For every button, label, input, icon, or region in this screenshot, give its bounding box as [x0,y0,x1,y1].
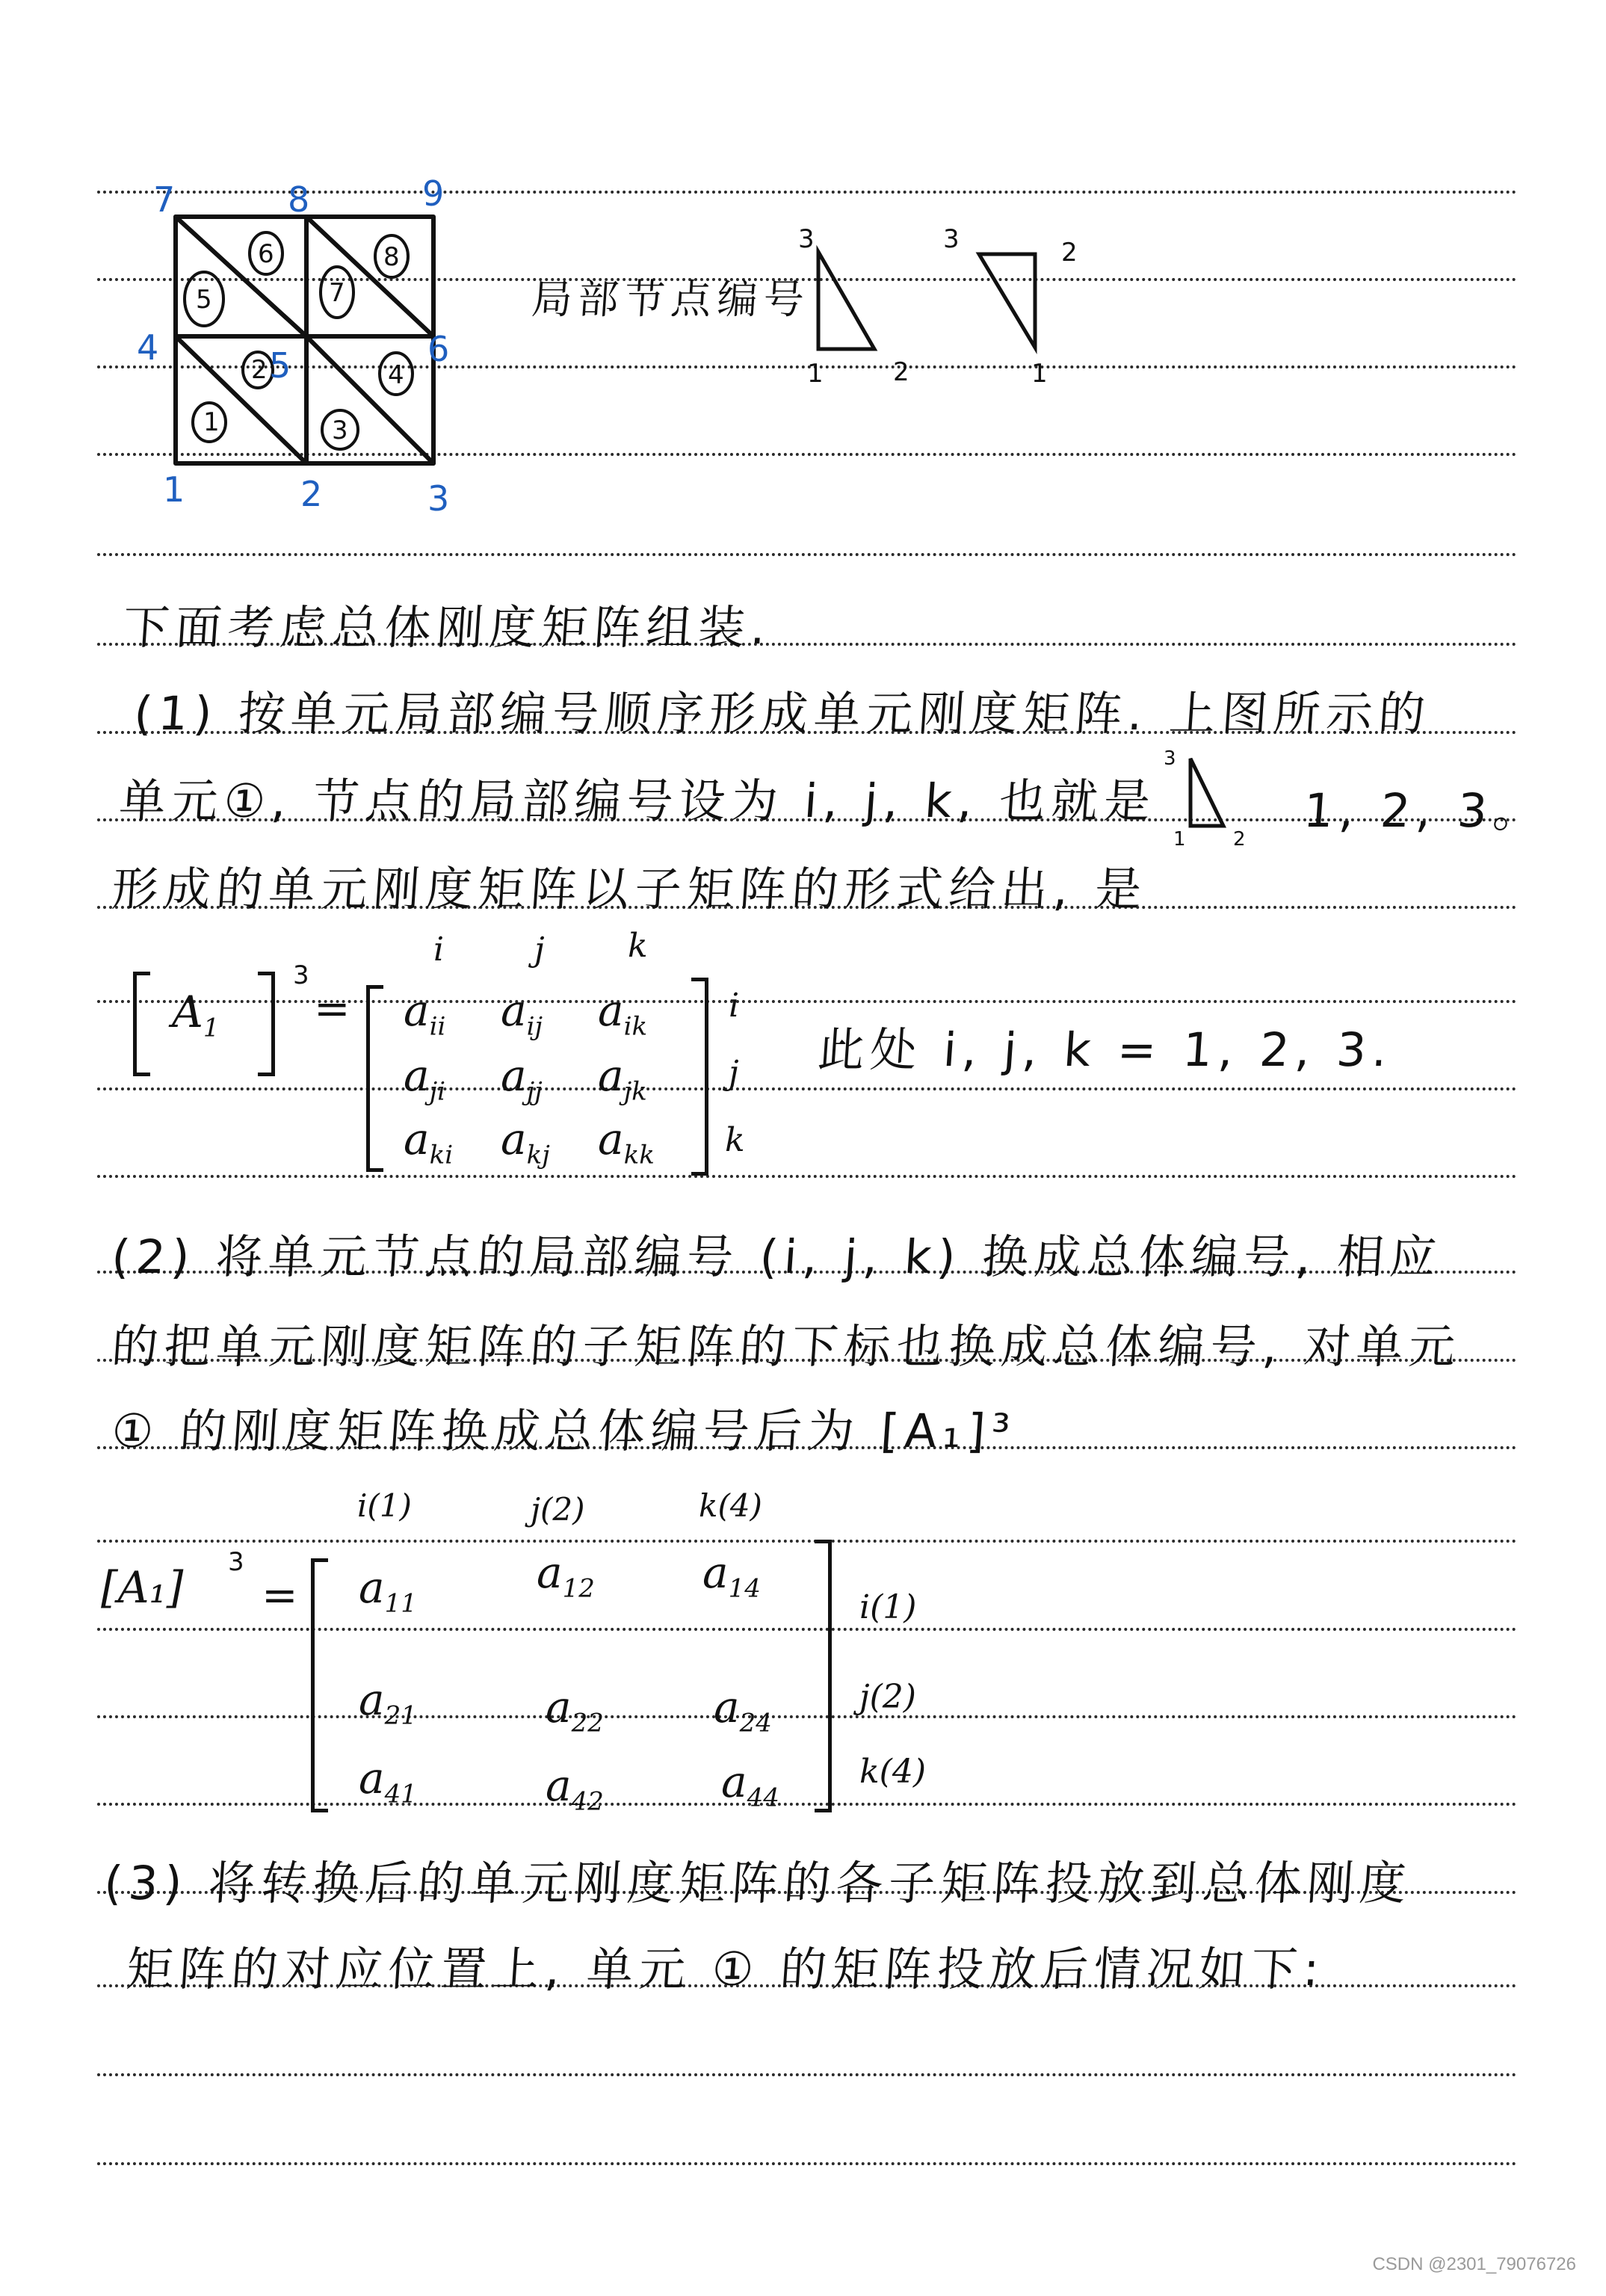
node-label: 5 [269,345,291,386]
step1-line2b: 1, 2, 3。 [1302,783,1548,838]
index-note: 此处 i, j, k = 1, 2, 3. [816,1022,1395,1077]
row-label: k [725,1121,745,1159]
element-label: 5 [196,285,212,315]
step1-line1: (1) 按单元局部编号顺序形成单元刚度矩阵. 上图所示的 [132,686,1433,741]
triangle-inline-icon [1185,755,1229,830]
col-label: j(2) [531,1491,585,1528]
matrix-cell: $a_{ji}$ [404,1050,446,1107]
matrix-cell: $a_{ik}$ [598,985,648,1042]
row-label: i(1) [859,1588,917,1626]
matrix-cell: $a_{jj}$ [501,1050,543,1107]
node-label: 3 [427,478,450,519]
node-label: 9 [422,173,445,214]
tri-b-node: 1 [1031,359,1048,389]
matrix-cell: $a_{12}$ [537,1547,595,1604]
rule-line [97,2162,1517,2165]
matrix-cell: $a_{22}$ [546,1682,604,1738]
matrix-lhs: [A₁] [101,1562,184,1613]
triangle-b-icon [975,250,1043,351]
col-label: k [628,927,648,965]
tri-b-node: 3 [943,224,960,254]
element-label: 4 [388,360,404,390]
element-label: 7 [329,278,345,308]
rule-line [97,1715,1517,1718]
step3-line1: (3) 将转换后的单元刚度矩阵的各子矩阵投放到总体刚度 [102,1856,1414,1910]
element-label: 2 [251,355,268,385]
matrix-cell: $a_{42}$ [546,1760,604,1817]
tri-b-node: 2 [1061,238,1078,268]
col-label: i [433,931,445,969]
tri-inline-node: 2 [1233,828,1246,851]
rule-line [97,553,1517,556]
element-label: 8 [383,242,400,272]
matrix-superscript: 3 [228,1547,244,1577]
matrix-cell: $a_{ij}$ [501,985,543,1042]
row-label: i [729,987,740,1025]
rule-line [97,1628,1517,1631]
node-label: 1 [163,469,185,510]
col-label: k(4) [699,1487,762,1524]
watermark: CSDN @2301_79076726 [1372,2254,1576,2274]
element-label: 1 [203,407,220,437]
step2-line3: ① 的刚度矩阵换成总体编号后为 [A₁]³ [110,1404,1018,1458]
node-label: 6 [427,329,450,369]
step2-line1: (2) 将单元节点的局部编号 (i, j, k) 换成总体编号, 相应 [110,1229,1445,1284]
bracket-right [815,1540,832,1812]
node-label: 7 [153,179,176,220]
bracket-right [258,972,275,1076]
bracket-left [366,985,383,1172]
matrix-cell: $a_{kk}$ [598,1114,655,1170]
matrix-cell: $a_{41}$ [359,1753,417,1809]
col-label: i(1) [357,1487,412,1524]
matrix-superscript: 3 [293,960,309,990]
matrix-cell: $a_{jk}$ [598,1050,647,1107]
matrix-cell: $a_{11}$ [359,1562,417,1619]
rule-line [97,2073,1517,2076]
intro-text: 下面考虑总体刚度矩阵组装. [121,600,773,655]
tri-a-node: 1 [807,359,824,389]
local-numbering-label: 局部节点编号 [530,276,812,323]
rule-line [97,1087,1517,1090]
step1-line2a: 单元①, 节点的局部编号设为 i, j, k, 也就是 [117,774,1158,828]
node-label: 4 [137,327,159,368]
rule-line [97,191,1517,194]
tri-inline-node: 3 [1164,747,1176,770]
matrix-cell: $a_{44}$ [721,1756,779,1813]
row-label: k(4) [859,1753,926,1791]
step3-line2: 矩阵的对应位置上, 单元 ① 的矩阵投放后情况如下: [125,1942,1327,1996]
matrix-cell: $a_{21}$ [359,1674,417,1731]
tri-inline-node: 1 [1173,828,1186,851]
matrix-cell: $a_{24}$ [714,1682,772,1738]
step2-line2: 的把单元刚度矩阵的子矩阵的下标也换成总体编号, 对单元 [110,1319,1463,1374]
node-label: 8 [288,179,310,220]
row-label: j [729,1054,739,1092]
bracket-left [133,972,150,1076]
node-label: 2 [300,474,323,514]
bracket-left [311,1558,328,1812]
rule-line [97,1540,1517,1543]
triangle-a-icon [815,248,882,353]
rule-line [97,1175,1517,1178]
col-label: j [534,931,545,969]
equals-sign: = [262,1570,298,1620]
tri-a-node: 2 [893,357,909,387]
step1-line3: 形成的单元刚度矩阵以子矩阵的形式给出, 是 [110,862,1149,916]
equals-sign: = [314,983,350,1034]
matrix-cell: $a_{ki}$ [404,1114,454,1170]
element-label: 3 [332,416,348,445]
row-label: j(2) [859,1678,916,1716]
matrix-lhs: $A_1$ [172,987,220,1043]
rule-line [97,1803,1517,1806]
bracket-right [691,978,708,1176]
matrix-cell: $a_{14}$ [702,1547,761,1604]
element-label: 6 [258,239,274,269]
tri-a-node: 3 [798,224,815,254]
matrix-cell: $a_{ii}$ [404,985,446,1042]
matrix-cell: $a_{kj}$ [501,1114,550,1170]
rule-line [97,1000,1517,1003]
